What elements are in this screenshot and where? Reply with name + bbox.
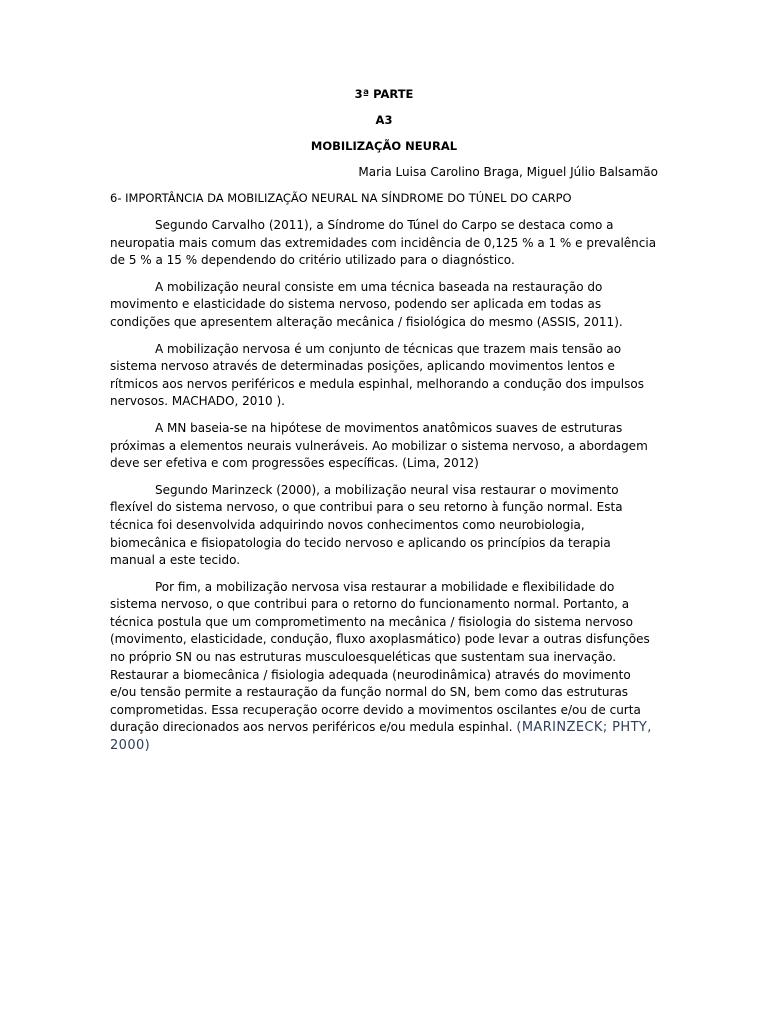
paragraph-2: A mobilização neural consiste em uma técnica baseada na restauração do movimento e elasticidade do sistema nervoso, podendo ser aplicada em todas as condições que apresentem alteração mecânica / fisiológica do mesmo (ASSIS, 2011). <box>110 279 623 329</box>
document-page <box>110 86 658 764</box>
paragraph-4: A MN baseia-se na hipótese de movimentos anatômicos suaves de estruturas próximas a elementos neurais vulneráveis. Ao mobilizar o sistema nervoso, a abordagem deve ser efetiva e com progressões específicas. (Lima, 2012) <box>110 420 648 471</box>
paragraph-6-text: Por fim, a mobilização nervosa visa restaurar a mobilidade e flexibilidade do sistema nervoso, o que contribui para o retorno do funcionamento normal. Portanto, a técnica postula que um comprometimento na mecânica / fisiologia do sistema nervoso (movimento, elasticidade, condução, fluxo axoplasmático) pode levar a outras disfunções no próprio SN ou nas estruturas musculoesqueléticas que sustentam sua inervação. Restaurar a biomecânica / fisiologia adequada (neurodinâmica) através do movimento e/ou tensão permite a restauração da função normal do SN, bem como das estruturas comprometidas. Essa recuperação ocorre devido a movimentos oscilantes e/ou de curta duração direcionados aos nervos periféricos e/ou medula espinhal. <box>110 579 650 735</box>
paragraph-5: Segundo Marinzeck (2000), a mobilização neural visa restaurar o movimento flexível do sistema nervoso, o que contribui para o seu retorno à função normal. Esta técnica foi desenvolvida adquirindo novos conhecimentos como neurobiologia, biomecânica e fisiopatologia do tecido nervoso e aplicando os princípios da terapia manual a este tecido. <box>110 482 623 568</box>
document-title: MOBILIZAÇÃO NEURAL <box>310 139 458 153</box>
paragraph-3: A mobilização nervosa é um conjunto de técnicas que trazem mais tensão ao sistema nervoso através de determinadas posições, aplicando movimentos lentos e rítmicos aos nervos periféricos e medula espinhal, melhorando a condução dos impulsos nervosos. MACHADO, 2010 ). <box>110 341 644 409</box>
part-label: 3ª PARTE <box>354 87 414 101</box>
final-citation: (MARINZECK; PHTY, 2000) <box>110 720 652 754</box>
authors-line: Maria Luisa Carolino Braga, Miguel Júlio Balsamão <box>358 165 658 179</box>
paragraph-1: Segundo Carvalho (2011), a Síndrome do Túnel do Carpo se destaca como a neuropatia mais comum das extremidades com incidência de 0,125 % a 1 % e prevalência de 5 % a 15 % dependendo do critério utilizado para o diagnóstico. <box>110 218 657 268</box>
section-heading: 6- IMPORTÂNCIA DA MOBILIZAÇÃO NEURAL NA SÍNDROME DO TÚNEL DO CARPO <box>110 191 572 205</box>
document-code: A3 <box>375 113 393 127</box>
paragraph-6 <box>110 579 658 755</box>
